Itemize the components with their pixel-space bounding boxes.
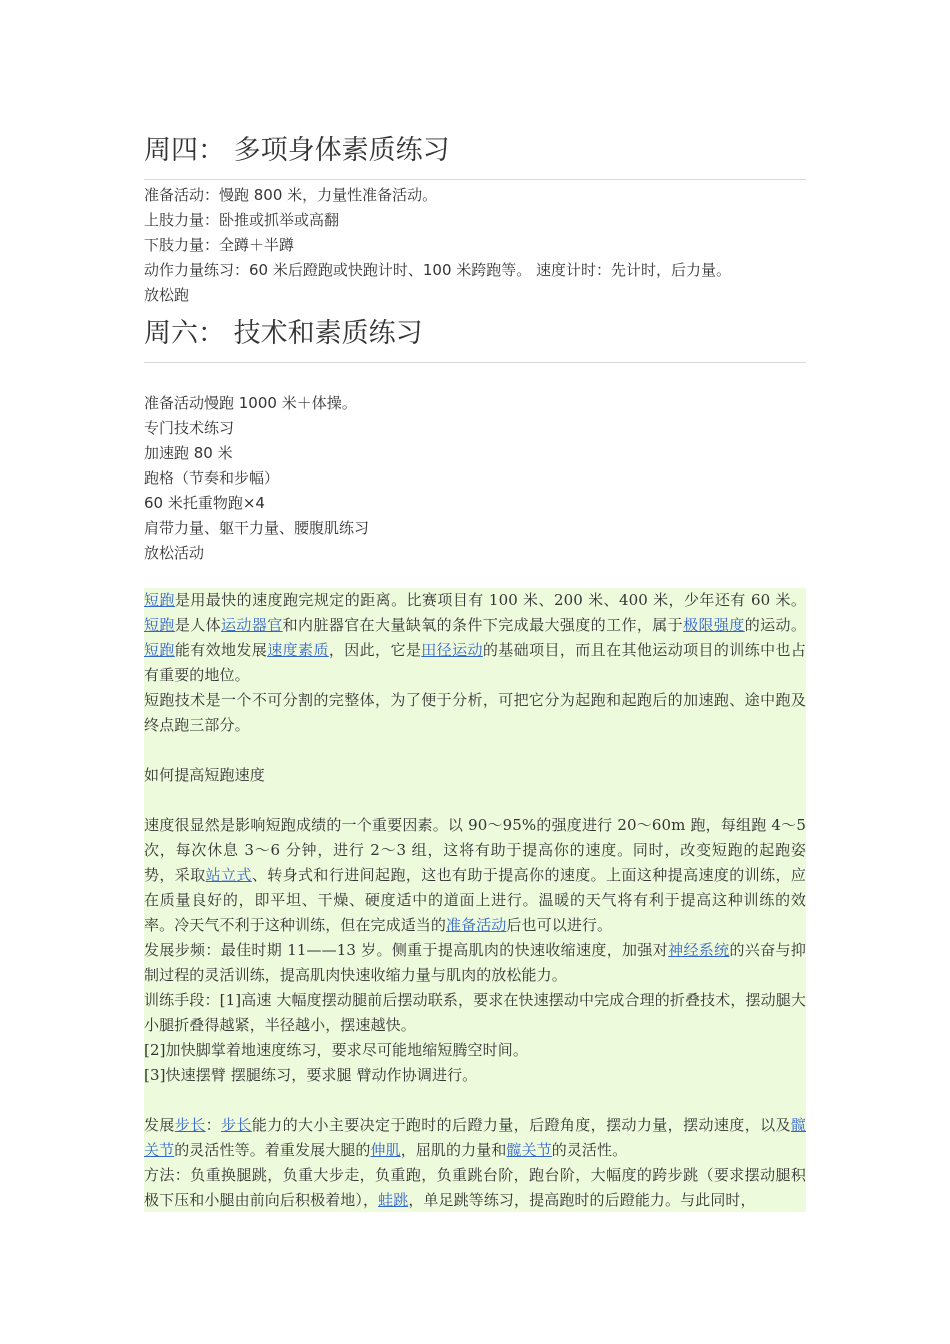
link-motor-organs[interactable]: 运动器官 <box>221 616 283 634</box>
link-speed-quality[interactable]: 速度素质 <box>267 641 329 659</box>
link-hip-joint[interactable]: 髋关节 <box>506 1141 552 1159</box>
paragraph: 训练手段：[1]高速 大幅度摆动腿前后摆动联系，要求在快速摆动中完成合理的折叠技术，摆动腿大小腿折叠得越紧，半径越小，摆速越快。 <box>144 991 806 1034</box>
paragraph: 短跑是用最快的速度跑完规定的距离。比赛项目有 100 米、200 米、400 米，少年还有 60 米。短跑是人体运动器官和内脏器官在大量缺氧的条件下完成最大强度的工作，属于极限强度的运动。短跑能有效地发展速度素质，因此，它是田径运动的基础项目，而且在其他运动项目的训练中也占有重要的地位。 <box>144 591 807 684</box>
link-track-and-field[interactable]: 田径运动 <box>421 641 483 659</box>
text-line: 放松跑 <box>144 286 190 304</box>
link-extensor-muscle[interactable]: 伸肌 <box>370 1141 401 1159</box>
paragraph: 速度很显然是影响短跑成绩的一个重要因素。以 90～95%的强度进行 20～60m 跑，每组跑 4～5 次，每次休息 3～6 分钟，进行 2～3 组，这将有助于提高你的速度。同时，改变短跑的起跑姿势，采取站立式、转身式和行进间起跑，这也有助于提高你的速度。上面这种提高速度的训练，应在质量良好的，即平坦、干燥、硬度适中的道面上进行。温暖的天气将有利于提高这种训练的效率。冷天气不利于这种训练，但在完成适当的准备活动后也可以进行。 <box>144 816 806 934</box>
section-title: 周六： 技术和素质练习 <box>144 316 806 363</box>
text-line: 动作力量练习：60 米后蹬跑或快跑计时、100 米跨跑等。 速度计时：先计时，后力量。 <box>144 261 732 279</box>
link-max-intensity[interactable]: 极限强度 <box>683 616 745 634</box>
paragraph: [3]快速摆臂 摆腿练习，要求腿 臂动作协调进行。 <box>144 1066 478 1084</box>
link-nervous-system[interactable]: 神经系统 <box>668 941 730 959</box>
paragraph: 方法：负重换腿跳，负重大步走，负重跑，负重跳台阶，跑台阶，大幅度的跨步跳（要求摆动腿积极下压和小腿由前向后积极着地），蛙跳，单足跳等练习，提高跑时的后蹬能力。与此同时， <box>144 1166 806 1209</box>
paragraph: 发展步频：最佳时期 11——13 岁。侧重于提高肌肉的快速收缩速度，加强对神经系统的兴奋与抑制过程的灵活训练，提高肌肉快速收缩力量与肌肉的放松能力。 <box>144 941 806 984</box>
text-line: 加速跑 80 米 <box>144 444 233 462</box>
link-stride-length[interactable]: 步长 <box>221 1116 252 1134</box>
link-standing-start[interactable]: 站立式 <box>205 866 252 884</box>
section-thursday <box>144 133 806 308</box>
text-line: 专门技术练习 <box>144 419 235 437</box>
text-line: 肩带力量、躯干力量、腰腹肌练习 <box>144 519 370 537</box>
paragraph: 发展步长：步长能力的大小主要决定于跑时的后蹬力量，后蹬角度，摆动力量，摆动速度，以及髋关节的灵活性等。着重发展大腿的伸肌，屈肌的力量和髋关节的灵活性。 <box>144 1116 807 1159</box>
link-stride-length[interactable]: 步长 <box>174 1116 206 1134</box>
article-excerpt <box>144 588 806 1213</box>
text-line: 准备活动：慢跑 800 米，力量性准备活动。 <box>144 186 438 204</box>
section-title: 周四： 多项身体素质练习 <box>144 133 806 180</box>
text-line: 放松活动 <box>144 544 205 562</box>
text-line: 跑格（节奏和步幅） <box>144 469 280 487</box>
paragraph: 短跑技术是一个不可分割的完整体，为了便于分析，可把它分为起跑和起跑后的加速跑、途中跑及终点跑三部分。 <box>144 691 806 734</box>
paragraph: [2]加快脚掌着地速度练习，要求尽可能地缩短腾空时间。 <box>144 1041 528 1059</box>
subheading: 如何提高短跑速度 <box>144 766 265 784</box>
text-line: 上肢力量：卧推或抓举或高翻 <box>144 211 340 229</box>
link-warm-up[interactable]: 准备活动 <box>446 916 507 934</box>
link-short-sprint[interactable]: 短跑 <box>144 591 175 609</box>
text-line: 准备活动慢跑 1000 米＋体操。 <box>144 394 357 412</box>
link-short-sprint[interactable]: 短跑 <box>144 616 175 634</box>
text-line: 下肢力量：全蹲＋半蹲 <box>144 236 295 254</box>
section-saturday <box>144 316 806 566</box>
text-line: 60 米托重物跑×4 <box>144 494 265 512</box>
link-frog-jump[interactable]: 蛙跳 <box>378 1191 409 1209</box>
link-hip-joint[interactable]: 髋关节 <box>144 1116 807 1159</box>
link-short-sprint[interactable]: 短跑 <box>144 641 175 659</box>
